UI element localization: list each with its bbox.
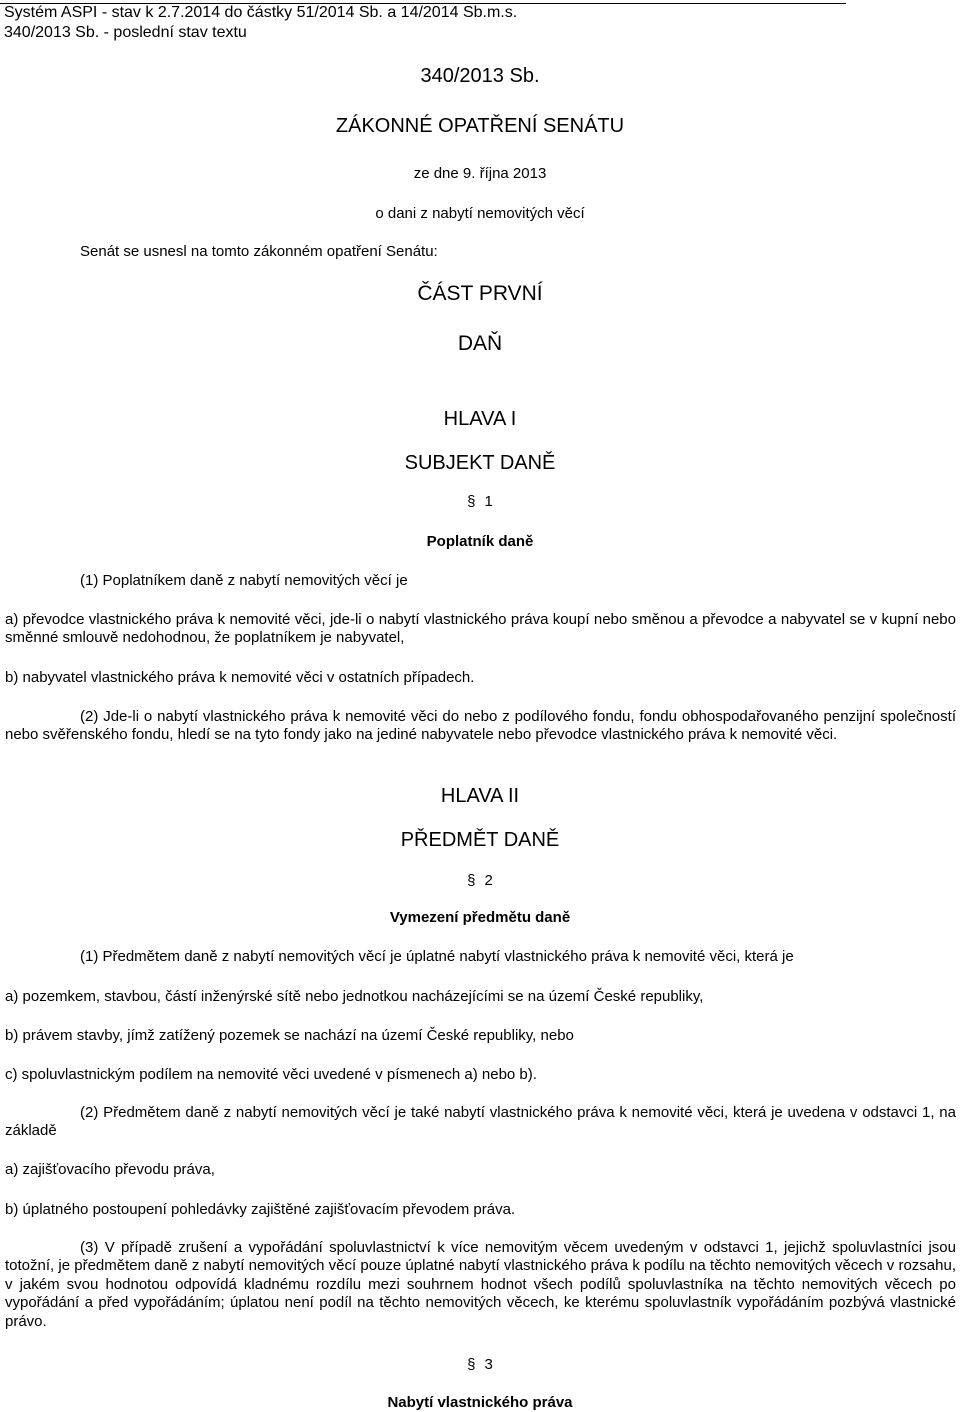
- section-title: Vymezení předmětu daně: [389, 909, 571, 926]
- paragraph-item: b) úplatného postoupení pohledávky zajištěné zajišťovacím převodem práva.: [5, 1201, 516, 1218]
- section-symbol: §: [467, 493, 476, 510]
- section-title: Poplatník daně: [426, 533, 534, 550]
- section-title: Nabytí vlastnického práva: [387, 1394, 573, 1411]
- section-heading: [0, 493, 960, 511]
- paragraph: (2) Předmětem daně z nabytí nemovitých věcí je také nabytí vlastnického práva k nemovité věci, která je uvedena v odstavci 1, na základě: [5, 1104, 956, 1140]
- section-number: 2: [484, 872, 493, 889]
- paragraph-item: c) spoluvlastnickým podílem na nemovité věci uvedené v písmenech a) nebo b).: [5, 1066, 537, 1083]
- chapter-title: HLAVA I: [443, 408, 517, 430]
- paragraph: (3) V případě zrušení a vypořádání spoluvlastnictví k více nemovitým věcem uvedeným v odstavci 1, jejichž spoluvlastníci jsou totožní, je předmětem daně z nabytí nemovitých věcí pouze úplatné nabytí vlastnického práva k podílu na těchto nemovitých věcech v rozsahu, v jakém svou hodnotou odpovídá kladnému rozdílu mezi souhrnem hodnot všech podílů spoluvlastníka na těchto nemovitých věcech po vypořádání a před vypořádáním; úplatou není podíl na těchto nemovitých věcech, ke kterému spoluvlastník vypořádáním pozbývá vlastnické právo.: [5, 1239, 956, 1330]
- chapter-name: PŘEDMĚT DANĚ: [400, 829, 560, 851]
- header-source-line: Systém ASPI - stav k 2.7.2014 do částky 51/2014 Sb. a 14/2014 Sb.m.s.: [4, 4, 518, 21]
- section-heading: [0, 872, 960, 890]
- section-number: 3: [484, 1356, 493, 1373]
- paragraph-item: a) zajišťovacího převodu práva,: [5, 1161, 215, 1178]
- paragraph-item: a) převodce vlastnického práva k nemovité věci, jde-li o nabytí vlastnického práva koupí nebo směnou a převodce a nabyvatel se v kupní nebo směnné smlouvě nedohodnou, že poplatníkem je nabyvatel,: [5, 611, 956, 647]
- section-number: 1: [484, 493, 493, 510]
- document-type: ZÁKONNÉ OPATŘENÍ SENÁTU: [335, 115, 625, 137]
- section-heading: [0, 1356, 960, 1374]
- section-symbol: §: [467, 1356, 476, 1373]
- paragraph-intro: (1) Poplatníkem daně z nabytí nemovitých věcí je: [80, 572, 408, 589]
- paragraph-item: b) právem stavby, jímž zatížený pozemek se nachází na území České republiky, nebo: [5, 1027, 574, 1044]
- section-symbol: §: [467, 872, 476, 889]
- document-subject: o dani z nabytí nemovitých věcí: [375, 205, 585, 222]
- paragraph-item: b) nabyvatel vlastnického práva k nemovité věci v ostatních případech.: [5, 669, 475, 686]
- paragraph-intro: (1) Předmětem daně z nabytí nemovitých věcí je úplatné nabytí vlastnického práva k nemovité věci, která je: [80, 948, 794, 965]
- document-number: 340/2013 Sb.: [420, 65, 540, 87]
- preamble: Senát se usnesl na tomto zákonném opatření Senátu:: [80, 243, 438, 260]
- document-date: ze dne 9. října 2013: [413, 165, 547, 182]
- paragraph: (2) Jde-li o nabytí vlastnického práva k nemovité věci do nebo z podílového fondu, fondu obhospodařovaného penzijní společností nebo svěřenského fondu, hledí se na tyto fondy jako na jediné nabyvatele nebo převodce vlastnického práva k nemovité věci.: [5, 708, 956, 744]
- chapter-name: SUBJEKT DANĚ: [404, 452, 556, 474]
- paragraph-item: a) pozemkem, stavbou, částí inženýrské sítě nebo jednotkou nacházejícími se na území České republiky,: [5, 988, 704, 1005]
- chapter-title: HLAVA II: [440, 785, 520, 807]
- header-status-line: 340/2013 Sb. - poslední stav textu: [4, 24, 247, 41]
- part-title: ČÁST PRVNÍ: [417, 282, 543, 305]
- part-name: DAŇ: [457, 332, 503, 355]
